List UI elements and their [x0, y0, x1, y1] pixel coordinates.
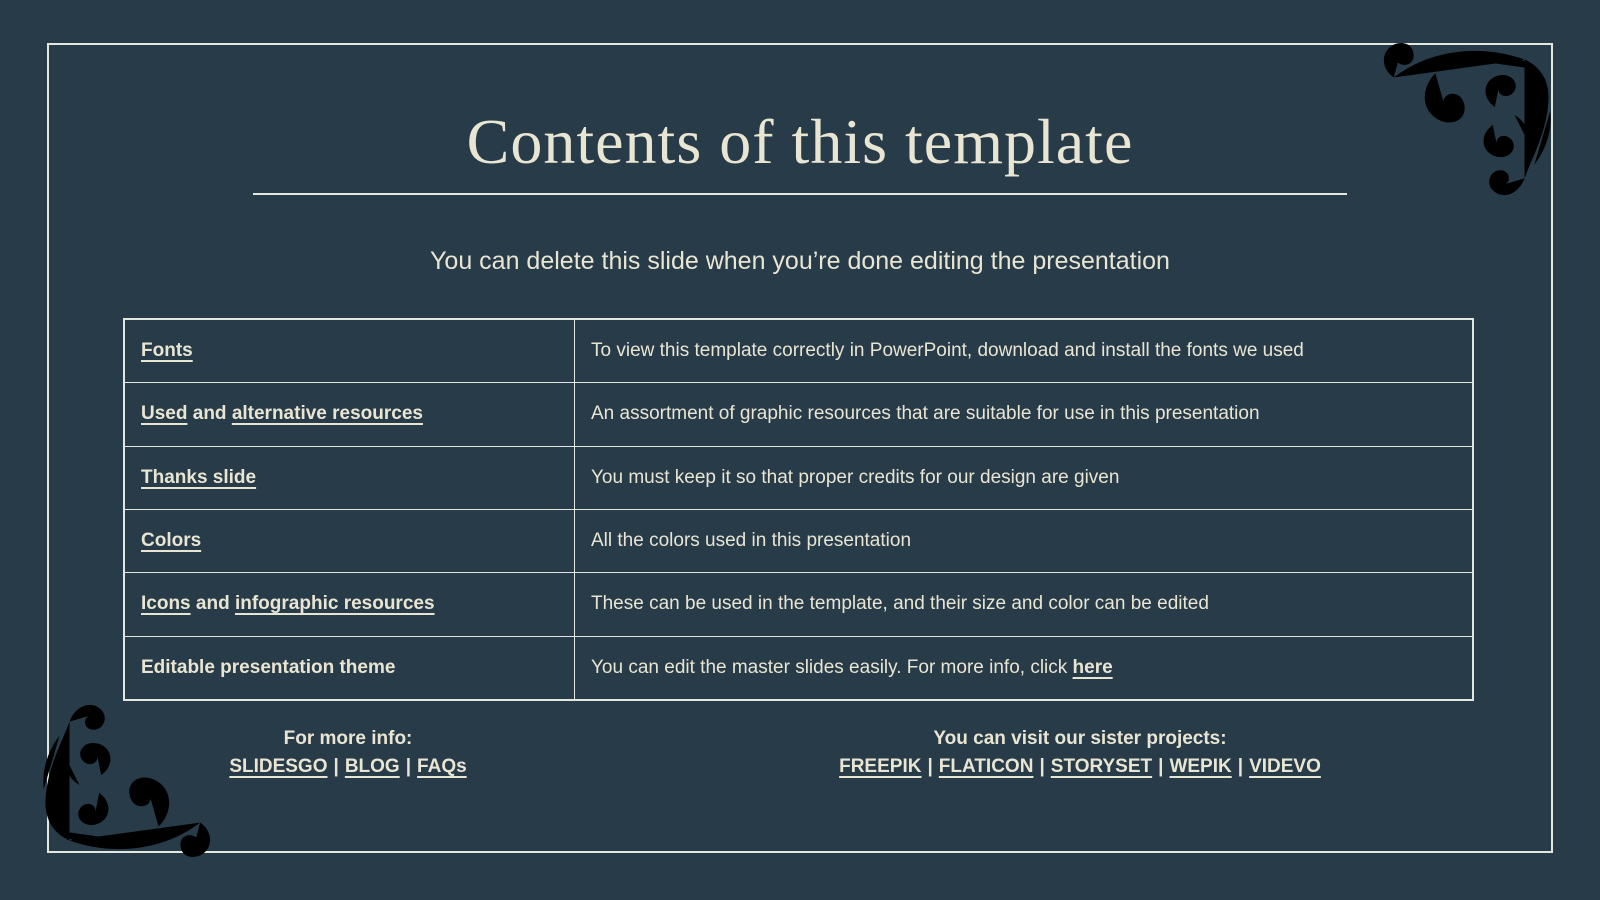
flaticon-link[interactable]: FLATICON — [938, 756, 1034, 777]
subtitle: You can delete this slide when you’re done editing the presentation — [430, 247, 1170, 275]
faqs-link[interactable]: FAQs — [417, 756, 467, 777]
desc-text: An assortment of graphic resources that are suitable for use in this presentation — [591, 403, 1260, 425]
slidesgo-link[interactable]: SLIDESGO — [229, 756, 328, 777]
row-desc-colors — [575, 510, 1472, 572]
footer-sister-projects-links — [660, 753, 1500, 781]
title-underline-rule — [253, 193, 1347, 195]
row-label-used-resources — [125, 383, 575, 445]
page-title: Contents of this template — [466, 106, 1134, 177]
row-label-colors — [125, 510, 575, 572]
infographic-resources-link[interactable]: infographic resources — [234, 593, 435, 615]
footer-sister-projects-heading: You can visit our sister projects: — [933, 728, 1227, 749]
footer-more-info — [123, 725, 573, 781]
table-row — [125, 447, 1472, 510]
table-row — [125, 510, 1472, 573]
separator: | — [927, 756, 933, 777]
fonts-link[interactable]: Fonts — [141, 340, 193, 362]
separator: | — [1158, 756, 1164, 777]
row-label-editable-theme — [125, 637, 575, 699]
label-text: Editable presentation theme — [141, 656, 396, 678]
row-desc-used-resources — [575, 383, 1472, 445]
label-text: and — [187, 403, 232, 425]
separator: | — [1039, 756, 1045, 777]
thanks-slide-link[interactable]: Thanks slide — [141, 466, 257, 488]
row-desc-icons-resources — [575, 573, 1472, 635]
alternative-resources-link[interactable]: alternative resources — [231, 403, 423, 425]
footer-sister-projects — [660, 725, 1500, 781]
row-desc-editable-theme — [575, 637, 1472, 699]
row-label-fonts — [125, 320, 575, 382]
table-row — [125, 383, 1472, 446]
separator: | — [1237, 756, 1244, 777]
table-row — [125, 573, 1472, 636]
row-label-thanks-slide — [125, 447, 575, 509]
wepik-link[interactable]: WEPIK — [1169, 756, 1232, 777]
colors-link[interactable]: Colors — [141, 530, 202, 552]
freepik-link[interactable]: FREEPIK — [839, 756, 922, 777]
row-label-icons-resources — [125, 573, 575, 635]
icons-link[interactable]: Icons — [141, 593, 191, 615]
desc-text: All the colors used in this presentation — [591, 530, 912, 552]
desc-text: You can edit the master slides easily. For more info, click — [591, 656, 1073, 678]
storyset-link[interactable]: STORYSET — [1050, 756, 1153, 777]
row-desc-fonts — [575, 320, 1472, 382]
here-link[interactable]: here — [1072, 656, 1113, 678]
desc-text: To view this template correctly in PowerPoint, download and install the fonts we used — [591, 340, 1304, 362]
blog-link[interactable]: BLOG — [344, 756, 400, 777]
videvo-link[interactable]: VIDEVO — [1249, 756, 1321, 777]
separator: | — [405, 756, 412, 777]
desc-text: You must keep it so that proper credits for our design are given — [591, 466, 1120, 488]
desc-text: These can be used in the template, and their size and color can be edited — [591, 593, 1209, 615]
contents-table — [123, 318, 1474, 701]
used-link[interactable]: Used — [141, 403, 188, 425]
separator: | — [333, 756, 339, 777]
table-row — [125, 320, 1472, 383]
row-desc-thanks-slide — [575, 447, 1472, 509]
footer-more-info-heading: For more info: — [283, 728, 413, 749]
label-text: and — [190, 593, 235, 615]
footer-more-info-links — [123, 753, 573, 781]
table-row — [125, 637, 1472, 699]
